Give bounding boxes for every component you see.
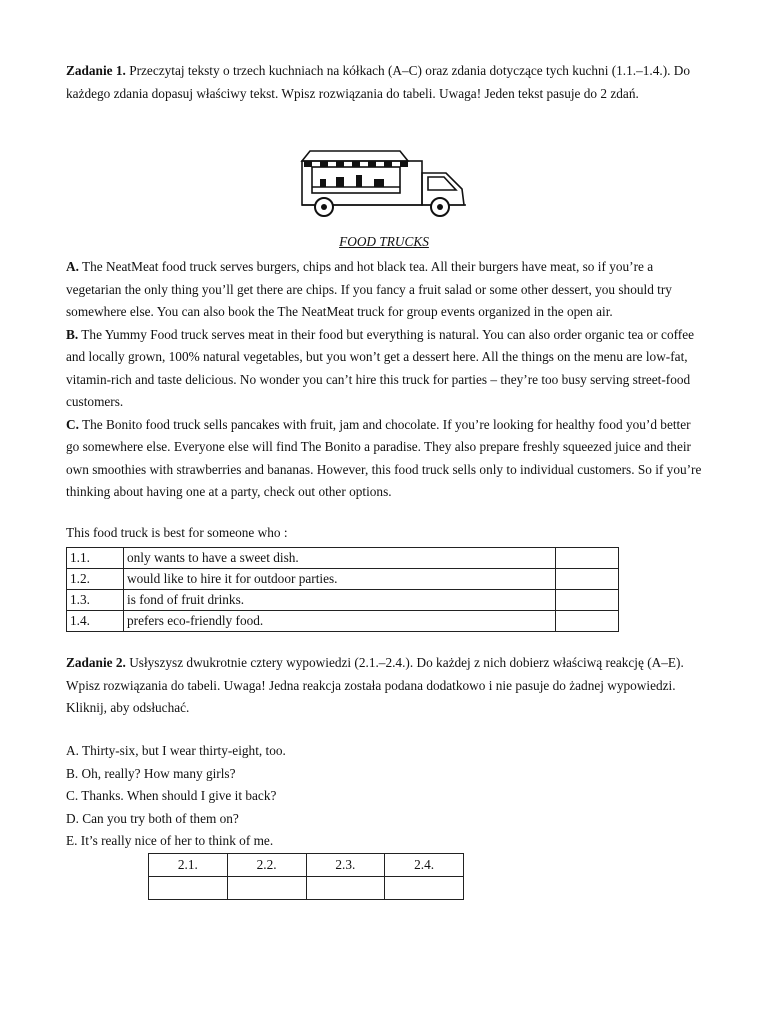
task2-intro (66, 652, 706, 720)
answer-cell[interactable] (556, 590, 619, 611)
row-number: 1.1. (67, 548, 124, 569)
food-truck-texts (66, 256, 706, 504)
table-row (67, 569, 619, 590)
row-number: 1.2. (67, 569, 124, 590)
answer-cell[interactable] (556, 611, 619, 632)
text-letter: A. (66, 259, 79, 274)
option-b: B. Oh, really? How many girls? (66, 765, 236, 781)
text-c (66, 414, 706, 504)
table-row (67, 548, 619, 569)
row-statement: would like to hire it for outdoor parties. (124, 569, 556, 590)
table-lead-in: This food truck is best for someone who : (66, 525, 288, 540)
option-e: E. It’s really nice of her to think of me. (66, 833, 274, 848)
task1-instructions: Przeczytaj teksty o trzech kuchniach na kółkach (A–C) oraz zdania dotyczące tych kuchni (1.1.–1.4.). Do każdego zdania dopasuj właściwy tekst. Wpisz rozwiązania do tabeli. Uwaga! Jeden tekst pasuje do 2 zdań. (66, 63, 691, 101)
header-cell: 2.2. (227, 854, 306, 877)
answer-cell[interactable] (385, 877, 464, 900)
text-letter: C. (66, 416, 79, 432)
answer-cell[interactable] (556, 569, 619, 590)
answer-cell[interactable] (556, 548, 619, 569)
task1-answer-table (66, 547, 619, 632)
task2-label: Zadanie 2. (66, 655, 126, 670)
task1-intro (66, 60, 706, 105)
task1-label: Zadanie 1. (66, 63, 126, 78)
option-c: C. Thanks. When should I give it back? (66, 788, 277, 803)
answer-cell[interactable] (227, 877, 306, 900)
task2-instructions: Usłyszysz dwukrotnie cztery wypowiedzi (2.1.–2.4.). Do każdej z nich dobierz właściwą reakcję (A–E). Wpisz rozwiązania do tabeli. Uwaga! Jedna reakcja została podana dodatkowo i nie pasuje do żadnej wypowiedzi. Kliknij, aby odsłuchać. (66, 655, 684, 715)
row-number: 1.3. (67, 590, 124, 611)
text-letter: B. (66, 326, 79, 342)
header-row (149, 854, 464, 877)
answer-cell[interactable] (306, 877, 385, 900)
answer-cell[interactable] (149, 877, 228, 900)
answer-row (149, 877, 464, 900)
header-cell: 2.3. (306, 854, 385, 877)
option-a: A. Thirty-six, but I wear thirty-eight, too. (66, 743, 286, 758)
row-statement: prefers eco-friendly food. (124, 611, 556, 632)
row-statement: only wants to have a sweet dish. (124, 548, 556, 569)
header-cell: 2.1. (149, 854, 228, 877)
food-truck-illustration (296, 143, 472, 223)
section-title: FOOD TRUCKS (339, 234, 429, 249)
text-b (66, 324, 706, 414)
option-d: D. Can you try both of them on? (66, 810, 239, 826)
text-body: The Yummy Food truck serves meat in their food but everything is natural. You can also order organic tea or coffee and locally grown, 100% natural vegetables, but you won’t get a dessert here. All the things on the menu are low-fat, vitamin-rich and taste delicious. No wonder you can’t hire this truck for parties – they’re too busy serving street-food customers. (66, 326, 695, 409)
header-cell: 2.4. (385, 854, 464, 877)
task2-answer-table (148, 853, 464, 900)
text-a (66, 256, 706, 324)
table-row (67, 590, 619, 611)
text-body: The NeatMeat food truck serves burgers, chips and hot black tea. All their burgers have meat, so if you’re a vegetarian the only thing you’ll get there are chips. If you fancy a fruit salad or some other dessert, you should try somewhere else. You can also book the The NeatMeat truck for group events organized in the open air. (66, 259, 672, 319)
table-row (67, 611, 619, 632)
row-number: 1.4. (67, 611, 124, 632)
text-body: The Bonito food truck sells pancakes with fruit, jam and chocolate. If you’re looking for healthy food you’d better go somewhere else. Everyone else will find The Bonito a paradise. They also prepare freshly squeezed juice and their own smoothies with strawberries and bananas. However, this food truck sells only to individual customers. So if you’re thinking about having one at a party, check out other options. (66, 416, 702, 499)
row-statement: is fond of fruit drinks. (124, 590, 556, 611)
reaction-options (66, 740, 706, 853)
